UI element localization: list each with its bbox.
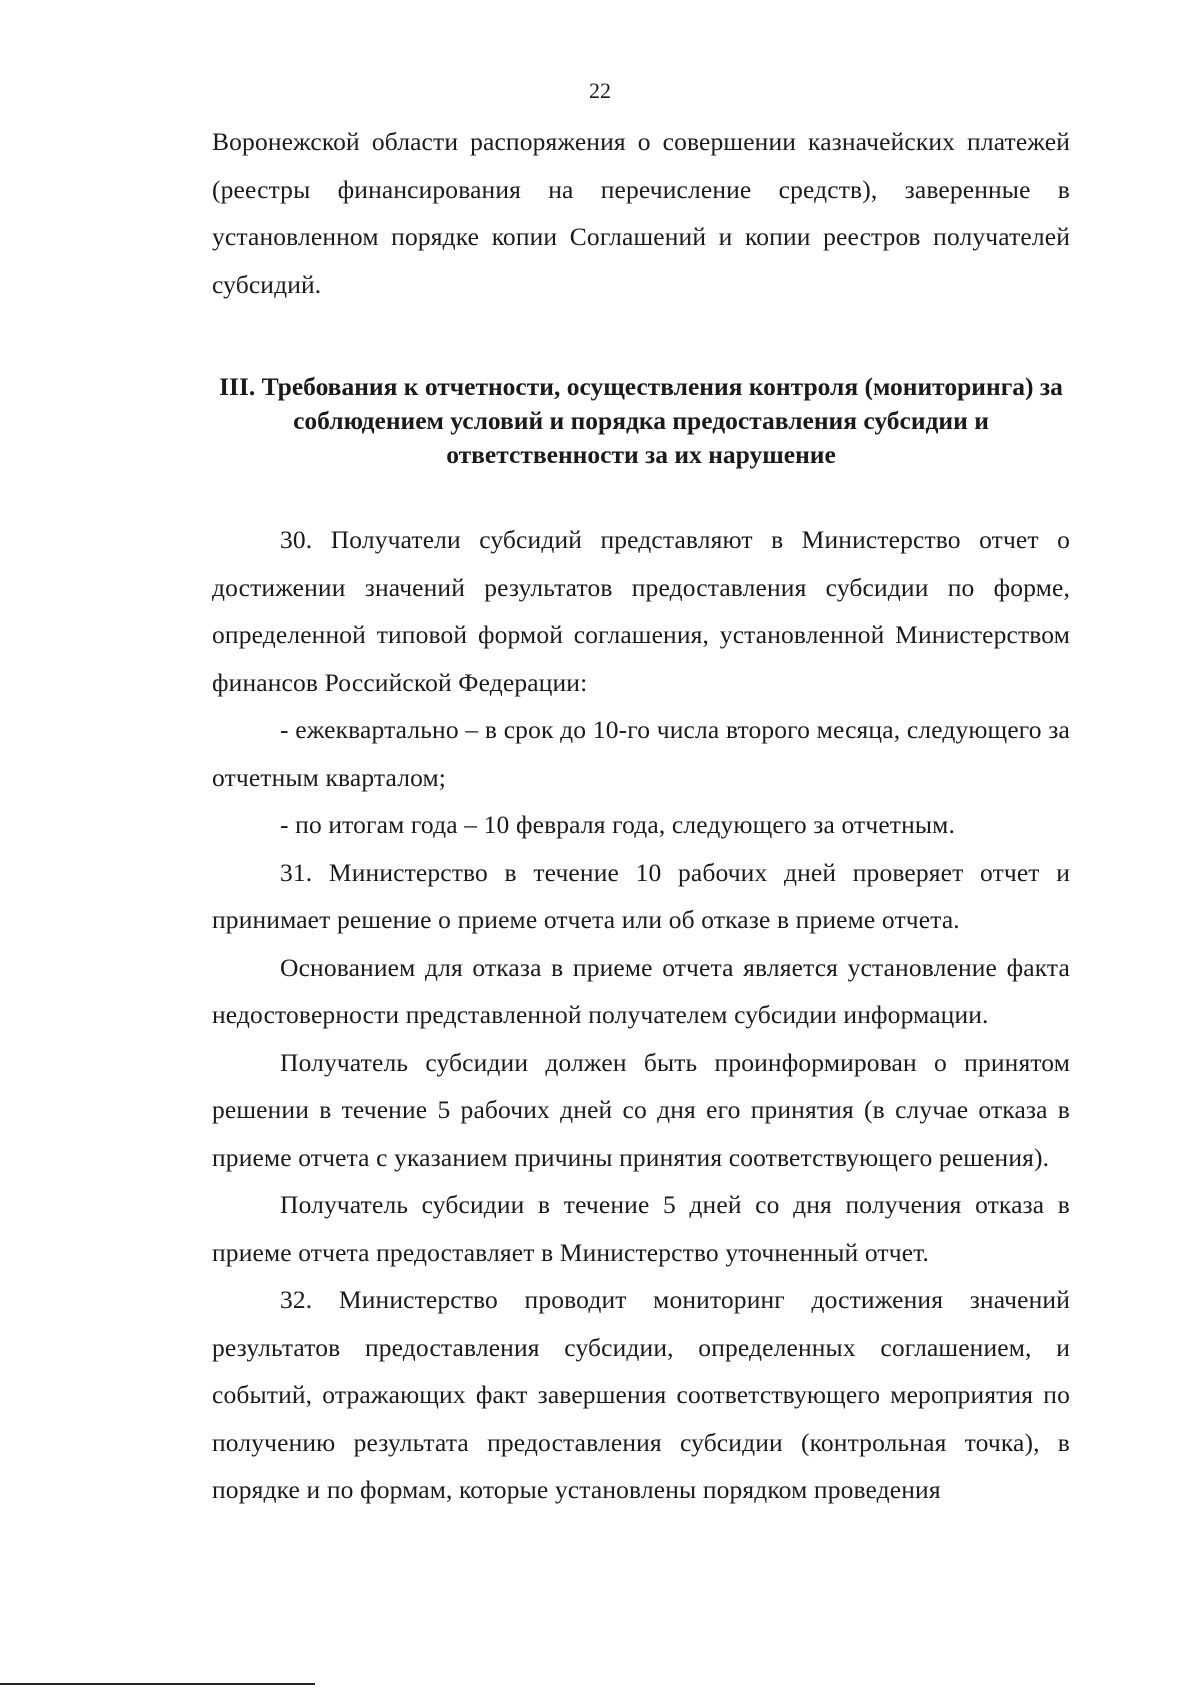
continuation-paragraph: Воронежской области распоряжения о совершении казначейских платежей (реестры финансирования на перечисление средств), заверенные в установленном порядке копии Соглашений и копии реестров получателей субсидий. [212,127,1070,299]
paragraph-30: 30. Получатели субсидий представляют в Министерство отчет о достижении значений результатов предоставления субсидии по форме, определенной типовой формой соглашения, установленной Министерством финансов Российской Федерации: [212,525,1070,697]
page-number: 22 [589,78,611,103]
paragraph-annual-deadline: - по итогам года – 10 февраля года, следующего за отчетным. [280,810,955,839]
paragraph-quarterly-deadline: - ежеквартально – в срок до 10-го числа второго месяца, следующего за отчетным кварталом; [212,715,1070,792]
paragraph-refusal-grounds: Основанием для отказа в приеме отчета является установление факта недостоверности представленной получателем субсидии информации. [212,952,1070,1029]
paragraph-32: 32. Министерство проводит мониторинг достижения значений результатов предоставления субсидии, определенных соглашением, и событий, отражающих факт завершения соответствующего мероприятия по получению результата предоставления субсидии (контрольная точка), в порядке и по формам, которые установлены порядком проведения [212,1285,1070,1504]
footer-rule [0,1683,315,1685]
paragraph-31: 31. Министерство в течение 10 рабочих дней проверяет отчет и принимает решение о приеме отчета или об отказе в приеме отчета. [212,857,1070,934]
paragraph-corrected-report: Получатель субсидии в течение 5 дней со дня получения отказа в приеме отчета предоставляет в Министерство уточненный отчет. [212,1190,1070,1267]
paragraph-notification: Получатель субсидии должен быть проинформирован о принятом решении в течение 5 рабочих дней со дня его принятия (в случае отказа в приеме отчета с указанием причины принятия соответствующего решения). [212,1047,1070,1172]
section-heading: III. Требования к отчетности, осуществления контроля (мониторинга) за соблюдением условий и порядка предоставления субсидии и ответственности за их нарушение [219,372,1063,469]
document-body [212,118,1070,1514]
